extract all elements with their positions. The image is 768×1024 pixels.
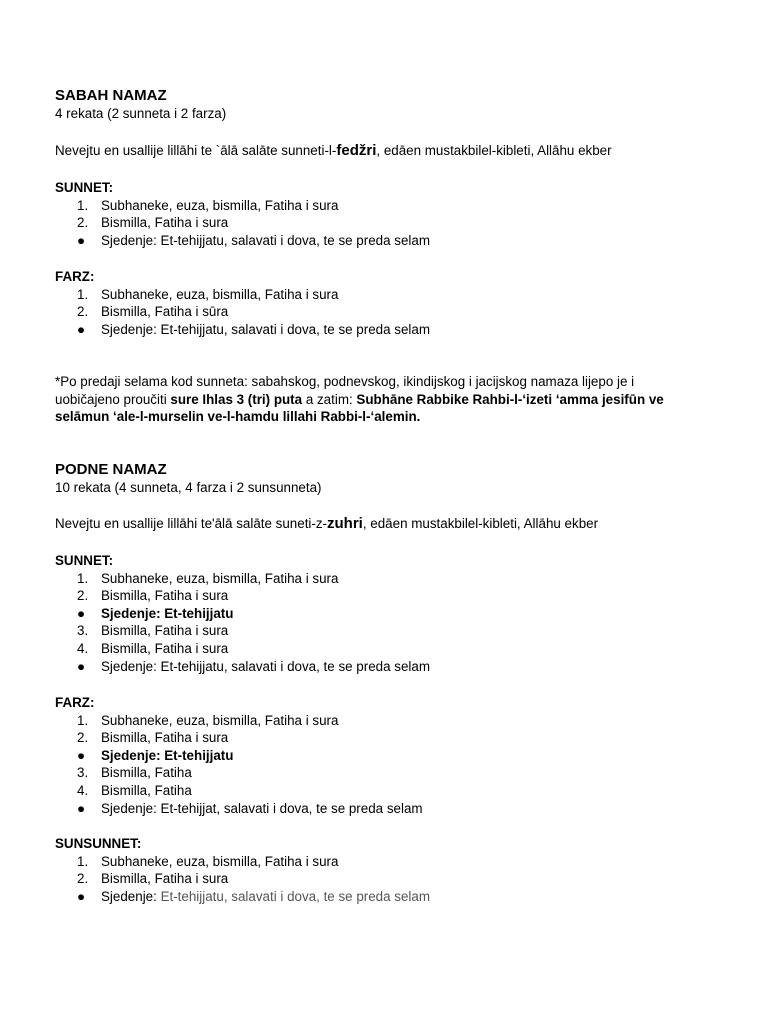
sabah-niyyah-pre: Nevejtu en usallije lillāhi te `ālā salāte sunneti-l- <box>55 143 337 158</box>
list-item-text: Subhaneke, euza, bismilla, Fatiha i sura <box>101 570 339 586</box>
sabah-sunnet-list <box>55 197 715 250</box>
podne-sunnet-block <box>55 552 715 675</box>
list-item-text: Sjedenje: Et-tehijjatu, salavati i dova, te se preda selam <box>101 658 430 674</box>
list-item <box>55 870 715 888</box>
list-item <box>55 640 715 658</box>
list-marker: 2. <box>77 871 89 887</box>
podne-niyyah-post: , edāen mustakbilel-kibleti, Allāhu ekber <box>362 516 599 531</box>
podne-title: PODNE NAMAZ <box>55 461 167 478</box>
list-bullet: ● <box>77 747 86 763</box>
list-marker: 1. <box>77 853 89 869</box>
sabah-niyyah-post: , edāen mustakbilel-kibleti, Allāhu ekber <box>376 143 612 158</box>
list-item <box>55 321 715 339</box>
list-item <box>55 622 715 640</box>
sabah-subtitle: 4 rekata (2 sunneta i 2 farza) <box>55 106 227 121</box>
list-marker: 2. <box>77 304 89 320</box>
list-item <box>55 712 715 730</box>
podne-niyyah-prayer: zuhri <box>327 515 363 532</box>
list-item-text: Sjedenje: Et-tehijjatu, salavati i dova, te se preda selam <box>101 321 430 337</box>
list-item-text: Bismilla, Fatiha i sūra <box>101 304 229 320</box>
list-item <box>55 605 715 623</box>
sabah-farz-label: FARZ: <box>55 269 95 284</box>
list-marker: 1. <box>77 712 89 728</box>
podne-farz-block <box>55 694 715 817</box>
list-item-text: Bismilla, Fatiha i sura <box>101 623 229 639</box>
podne-subtitle: 10 rekata (4 sunneta, 4 farza i 2 sunsunneta) <box>55 480 322 495</box>
list-item-text: Sjedenje: Et-tehijjat, salavati i dova, te se preda selam <box>101 800 423 816</box>
list-item-text: Sjedenje: Et-tehijjatu <box>101 605 234 621</box>
note-text: uobičajeno proučiti <box>55 391 171 407</box>
list-item-text: Bismilla, Fatiha i sura <box>101 871 229 887</box>
note-text: a zatim: <box>302 391 357 407</box>
sabah-section <box>55 87 715 123</box>
list-marker: 2. <box>77 730 89 746</box>
podne-farz-label: FARZ: <box>55 695 95 710</box>
list-bullet: ● <box>77 232 86 248</box>
list-item <box>55 764 715 782</box>
podne-section <box>55 461 715 497</box>
list-bullet: ● <box>77 605 86 621</box>
list-item-text: Bismilla, Fatiha i sura <box>101 588 229 604</box>
list-item-text-gray: Et-tehijjatu, salavati i dova, te se preda selam <box>160 888 431 904</box>
sabah-title: SABAH NAMAZ <box>55 87 167 104</box>
list-item <box>55 587 715 605</box>
list-marker: 4. <box>77 782 89 798</box>
sabah-sunnet-block <box>55 179 715 249</box>
podne-farz-list <box>55 712 715 818</box>
podne-niyyah-pre: Nevejtu en usallije lillāhi te'ālā salāte suneti-z- <box>55 516 327 531</box>
list-item <box>55 232 715 250</box>
list-item <box>55 782 715 800</box>
list-item <box>55 729 715 747</box>
list-item <box>55 214 715 232</box>
list-item-text: Subhaneke, euza, bismilla, Fatiha i sura <box>101 712 339 728</box>
podne-sunsunnet-label: SUNSUNNET: <box>55 836 142 851</box>
sabah-niyyah-prayer: fedžri <box>336 142 377 159</box>
list-item <box>55 853 715 871</box>
list-item <box>55 747 715 765</box>
list-item-text: Sjedenje: Et-tehijjatu, salavati i dova, te se preda selam <box>101 232 430 248</box>
list-item <box>55 303 715 321</box>
list-item-text: Sjedenje: <box>101 888 161 904</box>
sabah-sunnet-label: SUNNET: <box>55 180 114 195</box>
note-dua: Subhāne Rabbike Rahbi-l-‘izeti ‘amma jesifūn ve <box>356 391 664 407</box>
list-bullet: ● <box>77 321 86 337</box>
list-item-text: Bismilla, Fatiha i sura <box>101 640 229 656</box>
list-item <box>55 658 715 676</box>
list-marker: 4. <box>77 640 89 656</box>
podne-sunsunnet-block <box>55 835 715 905</box>
podne-sunsunnet-list <box>55 853 715 906</box>
list-item-text: Subhaneke, euza, bismilla, Fatiha i sura <box>101 286 339 302</box>
sabah-farz-block <box>55 268 715 338</box>
list-item <box>55 286 715 304</box>
podne-niyyah <box>55 515 715 533</box>
list-marker: 1. <box>77 570 89 586</box>
list-marker: 1. <box>77 197 89 213</box>
list-bullet: ● <box>77 658 86 674</box>
list-marker: 2. <box>77 215 89 231</box>
list-marker: 1. <box>77 286 89 302</box>
note-emphasis: sure Ihlas 3 (tri) puta <box>170 391 303 407</box>
list-bullet: ● <box>77 800 86 816</box>
list-item <box>55 888 715 906</box>
note-line-3 <box>55 408 715 426</box>
list-bullet: ● <box>77 888 86 904</box>
podne-sunnet-list <box>55 570 715 676</box>
list-item <box>55 570 715 588</box>
list-marker: 2. <box>77 588 89 604</box>
note-dua: selāmun ‘ale-l-murselin ve-l-hamdu lillahi Rabbi-l-‘alemin. <box>55 409 421 425</box>
list-item-text: Bismilla, Fatiha i sura <box>101 215 229 231</box>
list-item <box>55 800 715 818</box>
sabah-note <box>55 373 715 426</box>
list-item-text: Bismilla, Fatiha <box>101 765 192 781</box>
list-item-text: Bismilla, Fatiha <box>101 782 192 798</box>
note-line-1: *Po predaji selama kod sunneta: sabahskog, podnevskog, ikindijskog i jacijskog namaza lijepo je i <box>55 374 635 389</box>
list-item-text: Subhaneke, euza, bismilla, Fatiha i sura <box>101 853 339 869</box>
list-item-text: Subhaneke, euza, bismilla, Fatiha i sura <box>101 197 339 213</box>
sabah-niyyah <box>55 142 715 160</box>
podne-sunnet-label: SUNNET: <box>55 553 114 568</box>
list-item-text: Sjedenje: Et-tehijjatu <box>101 747 234 763</box>
list-item-text: Bismilla, Fatiha i sura <box>101 730 229 746</box>
list-marker: 3. <box>77 623 89 639</box>
list-item <box>55 197 715 215</box>
note-line-2 <box>55 391 715 409</box>
list-marker: 3. <box>77 765 89 781</box>
sabah-farz-list <box>55 286 715 339</box>
